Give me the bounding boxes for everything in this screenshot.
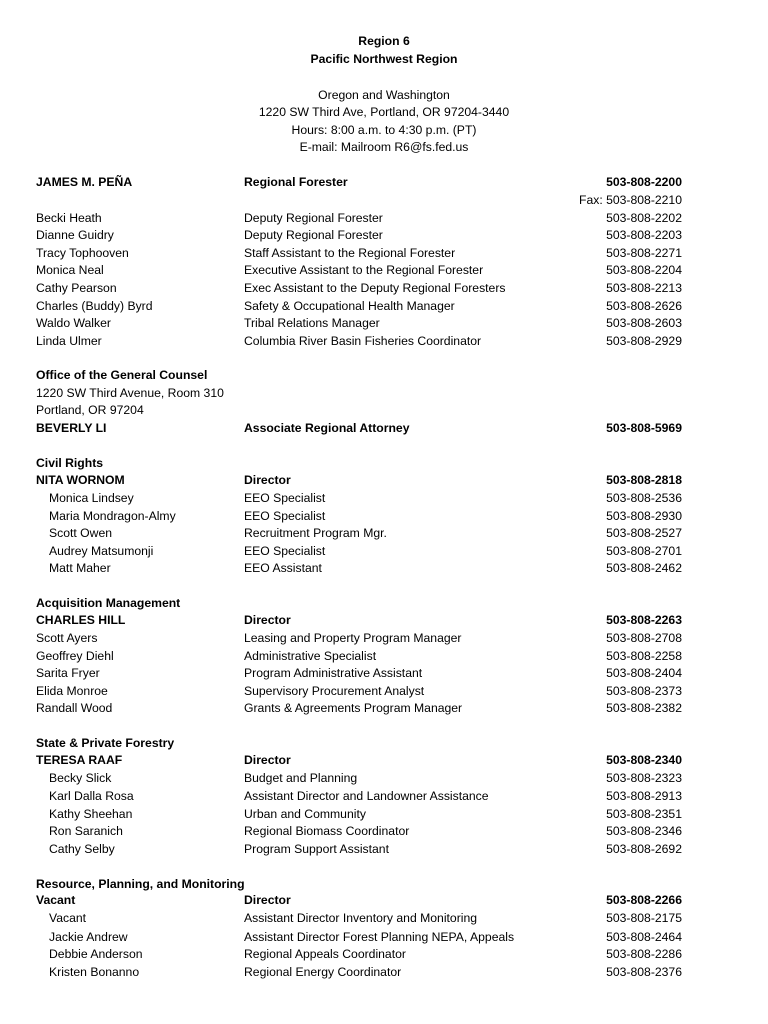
state-private-head-row bbox=[0, 752, 768, 768]
staff-name: Scott Owen bbox=[49, 526, 112, 540]
counsel-head-row bbox=[0, 420, 768, 436]
staff-name: Ron Saranich bbox=[49, 824, 123, 838]
list-item bbox=[0, 929, 768, 945]
staff-title: Supervisory Procurement Analyst bbox=[244, 684, 425, 698]
staff-title: EEO Assistant bbox=[244, 561, 322, 575]
staff-title: Deputy Regional Forester bbox=[244, 228, 383, 242]
staff-title: Regional Energy Coordinator bbox=[244, 965, 402, 979]
head-title: Director bbox=[244, 893, 291, 907]
forester-row bbox=[0, 174, 768, 190]
list-item bbox=[0, 910, 768, 926]
staff-name: Becki Heath bbox=[36, 211, 102, 225]
head-name: BEVERLY LI bbox=[36, 421, 107, 435]
staff-name: Linda Ulmer bbox=[36, 334, 102, 348]
staff-title: Tribal Relations Manager bbox=[244, 316, 380, 330]
list-item bbox=[0, 333, 768, 349]
list-item bbox=[0, 560, 768, 576]
staff-title: Regional Biomass Coordinator bbox=[244, 824, 410, 838]
staff-name: Cathy Pearson bbox=[36, 281, 117, 295]
counsel-address-line1: 1220 SW Third Avenue, Room 310 bbox=[36, 386, 224, 400]
staff-phone: 503-808-2373 bbox=[606, 684, 682, 698]
section-heading-civil-rights: Civil Rights bbox=[36, 456, 104, 470]
acquisition-head-row bbox=[0, 612, 768, 628]
head-name: TERESA RAAF bbox=[36, 753, 123, 767]
staff-title: Leasing and Property Program Manager bbox=[244, 631, 462, 645]
list-item bbox=[0, 298, 768, 314]
staff-phone: 503-808-2382 bbox=[606, 701, 682, 715]
head-phone: 503-808-5969 bbox=[606, 421, 682, 435]
staff-name: Cathy Selby bbox=[49, 842, 115, 856]
section-heading-acquisition: Acquisition Management bbox=[36, 596, 181, 610]
list-item bbox=[0, 806, 768, 822]
list-item bbox=[0, 841, 768, 857]
staff-phone: 503-808-2204 bbox=[606, 263, 682, 277]
staff-name: Karl Dalla Rosa bbox=[49, 789, 134, 803]
staff-phone: 503-808-2258 bbox=[606, 649, 682, 663]
head-phone: 503-808-2818 bbox=[606, 473, 682, 487]
civil-rights-head-row bbox=[0, 472, 768, 488]
staff-title: Program Support Assistant bbox=[244, 842, 389, 856]
head-name: CHARLES HILL bbox=[36, 613, 126, 627]
staff-name: Elida Monroe bbox=[36, 684, 108, 698]
head-name: Vacant bbox=[36, 893, 76, 907]
list-item bbox=[0, 210, 768, 226]
staff-phone: 503-808-2701 bbox=[606, 544, 682, 558]
head-phone: 503-808-2340 bbox=[606, 753, 682, 767]
head-title: Director bbox=[244, 753, 291, 767]
staff-title: Budget and Planning bbox=[244, 771, 358, 785]
staff-phone: 503-808-2376 bbox=[606, 965, 682, 979]
staff-title: Program Administrative Assistant bbox=[244, 666, 423, 680]
list-item bbox=[0, 770, 768, 786]
staff-phone: 503-808-2708 bbox=[606, 631, 682, 645]
list-item bbox=[0, 490, 768, 506]
staff-phone: 503-808-2913 bbox=[606, 789, 682, 803]
staff-title: EEO Specialist bbox=[244, 509, 326, 523]
staff-phone: 503-808-2271 bbox=[606, 246, 682, 260]
staff-phone: 503-808-2213 bbox=[606, 281, 682, 295]
list-item bbox=[0, 543, 768, 559]
list-item bbox=[0, 683, 768, 699]
staff-phone: 503-808-2603 bbox=[606, 316, 682, 330]
staff-title: Staff Assistant to the Regional Forester bbox=[244, 246, 456, 260]
staff-name: Tracy Tophooven bbox=[36, 246, 129, 260]
staff-title: Assistant Director Forest Planning NEPA, Appeals bbox=[244, 930, 515, 944]
staff-name: Sarita Fryer bbox=[36, 666, 100, 680]
list-item bbox=[0, 788, 768, 804]
staff-phone: 503-808-2527 bbox=[606, 526, 682, 540]
staff-title: Urban and Community bbox=[244, 807, 366, 821]
staff-phone: 503-808-2175 bbox=[606, 911, 682, 925]
list-item bbox=[0, 648, 768, 664]
head-name: NITA WORNOM bbox=[36, 473, 125, 487]
staff-title: Deputy Regional Forester bbox=[244, 211, 383, 225]
region-number: Region 6 bbox=[358, 34, 410, 48]
staff-name: Dianne Guidry bbox=[36, 228, 114, 242]
forester-fax-row bbox=[0, 192, 768, 208]
region-states: Oregon and Washington bbox=[318, 88, 450, 102]
list-item bbox=[0, 227, 768, 243]
staff-title: Recruitment Program Mgr. bbox=[244, 526, 387, 540]
staff-name: Geoffrey Diehl bbox=[36, 649, 114, 663]
forester-title: Regional Forester bbox=[244, 175, 348, 189]
staff-title: Assistant Director Inventory and Monitoring bbox=[244, 911, 478, 925]
office-email: E-mail: Mailroom R6@fs.fed.us bbox=[299, 140, 469, 154]
forester-phone: 503-808-2200 bbox=[606, 175, 682, 189]
section-heading-resource: Resource, Planning, and Monitoring bbox=[36, 877, 245, 891]
head-title: Director bbox=[244, 473, 291, 487]
staff-name: Scott Ayers bbox=[36, 631, 98, 645]
list-item bbox=[0, 315, 768, 331]
list-item bbox=[0, 665, 768, 681]
staff-phone: 503-808-2462 bbox=[606, 561, 682, 575]
staff-phone: 503-808-2346 bbox=[606, 824, 682, 838]
staff-title: Administrative Specialist bbox=[244, 649, 377, 663]
list-item bbox=[0, 630, 768, 646]
list-item bbox=[0, 823, 768, 839]
staff-title: Regional Appeals Coordinator bbox=[244, 947, 406, 961]
staff-title: Columbia River Basin Fisheries Coordinator bbox=[244, 334, 482, 348]
head-phone: 503-808-2263 bbox=[606, 613, 682, 627]
section-heading-state-private: State & Private Forestry bbox=[36, 736, 175, 750]
staff-title: Executive Assistant to the Regional Forester bbox=[244, 263, 484, 277]
staff-phone: 503-808-2323 bbox=[606, 771, 682, 785]
staff-name: Waldo Walker bbox=[36, 316, 111, 330]
head-title: Director bbox=[244, 613, 291, 627]
staff-name: Audrey Matsumonji bbox=[49, 544, 154, 558]
staff-phone: 503-808-2286 bbox=[606, 947, 682, 961]
list-item bbox=[0, 245, 768, 261]
staff-title: Grants & Agreements Program Manager bbox=[244, 701, 463, 715]
staff-name: Vacant bbox=[49, 911, 87, 925]
region-name: Pacific Northwest Region bbox=[310, 52, 458, 66]
staff-name: Maria Mondragon-Almy bbox=[49, 509, 176, 523]
head-phone: 503-808-2266 bbox=[606, 893, 682, 907]
staff-name: Matt Maher bbox=[49, 561, 111, 575]
staff-title: EEO Specialist bbox=[244, 544, 326, 558]
resource-head-row bbox=[0, 892, 768, 908]
staff-phone: 503-808-2929 bbox=[606, 334, 682, 348]
list-item bbox=[0, 508, 768, 524]
staff-title: Exec Assistant to the Deputy Regional Foresters bbox=[244, 281, 506, 295]
staff-phone: 503-808-2464 bbox=[606, 930, 682, 944]
list-item bbox=[0, 262, 768, 278]
staff-name: Debbie Anderson bbox=[49, 947, 143, 961]
staff-name: Monica Lindsey bbox=[49, 491, 134, 505]
staff-name: Becky Slick bbox=[49, 771, 112, 785]
forester-fax: Fax: 503-808-2210 bbox=[579, 193, 682, 207]
list-item bbox=[0, 700, 768, 716]
list-item bbox=[0, 525, 768, 541]
list-item bbox=[0, 964, 768, 980]
region-address: 1220 SW Third Ave, Portland, OR 97204-3440 bbox=[258, 105, 510, 119]
staff-phone: 503-808-2202 bbox=[606, 211, 682, 225]
staff-phone: 503-808-2626 bbox=[606, 299, 682, 313]
staff-name: Kathy Sheehan bbox=[49, 807, 133, 821]
staff-phone: 503-808-2692 bbox=[606, 842, 682, 856]
staff-title: EEO Specialist bbox=[244, 491, 326, 505]
counsel-address-line2: Portland, OR 97204 bbox=[36, 403, 144, 417]
staff-name: Charles (Buddy) Byrd bbox=[36, 299, 153, 313]
staff-name: Monica Neal bbox=[36, 263, 104, 277]
forester-name: JAMES M. PEÑA bbox=[36, 175, 133, 189]
list-item bbox=[0, 946, 768, 962]
staff-phone: 503-808-2351 bbox=[606, 807, 682, 821]
staff-phone: 503-808-2536 bbox=[606, 491, 682, 505]
staff-name: Kristen Bonanno bbox=[49, 965, 140, 979]
office-hours: Hours: 8:00 a.m. to 4:30 p.m. (PT) bbox=[291, 123, 477, 137]
staff-name: Randall Wood bbox=[36, 701, 113, 715]
staff-title: Assistant Director and Landowner Assistance bbox=[244, 789, 489, 803]
staff-phone: 503-808-2203 bbox=[606, 228, 682, 242]
staff-name: Jackie Andrew bbox=[49, 930, 128, 944]
head-title: Associate Regional Attorney bbox=[244, 421, 410, 435]
staff-phone: 503-808-2404 bbox=[606, 666, 682, 680]
staff-phone: 503-808-2930 bbox=[606, 509, 682, 523]
list-item bbox=[0, 280, 768, 296]
staff-title: Safety & Occupational Health Manager bbox=[244, 299, 455, 313]
section-heading-counsel: Office of the General Counsel bbox=[36, 368, 208, 382]
